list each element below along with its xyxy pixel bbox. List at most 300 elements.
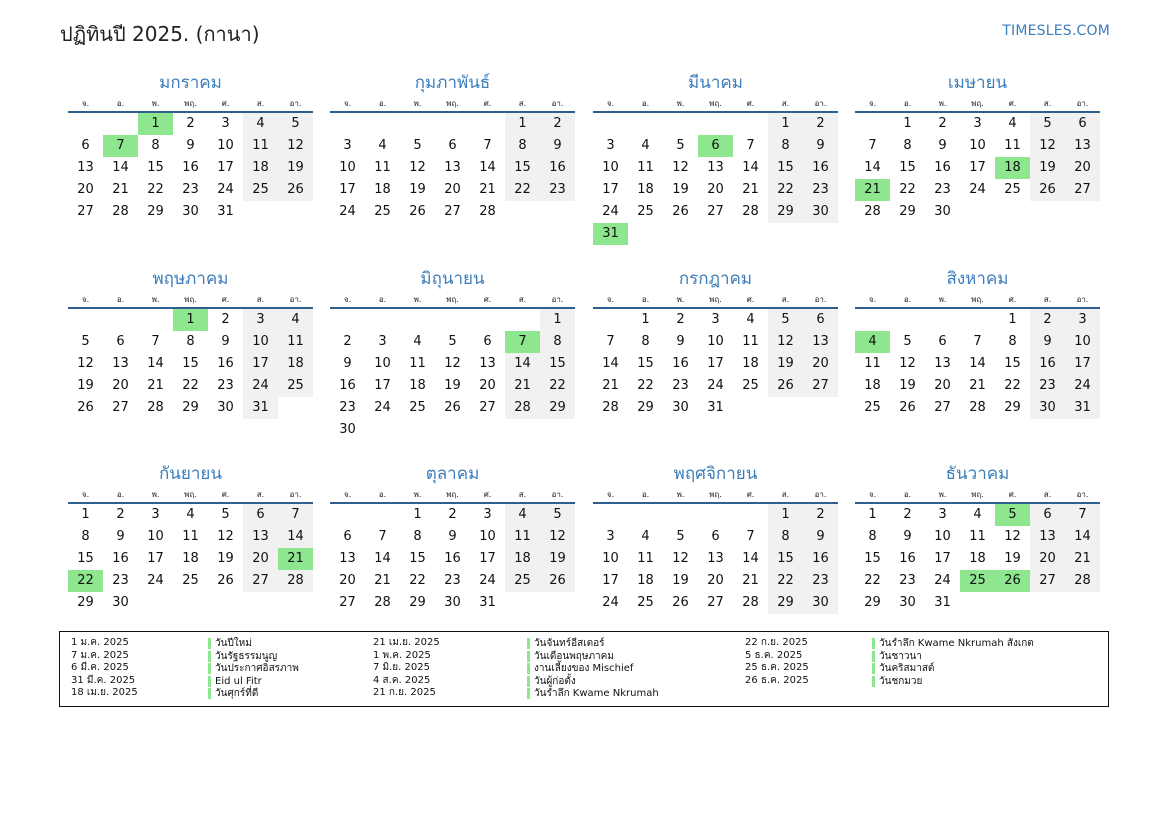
day-cell: 15 — [768, 157, 803, 179]
weekday-label: ศ. — [1008, 99, 1017, 108]
day-cell: 26 — [1030, 179, 1065, 201]
day-cell: 16 — [339, 378, 356, 393]
day-cell: 26 — [672, 204, 689, 219]
day-cell: 11 — [864, 356, 881, 371]
day-cell: 12 — [1004, 529, 1021, 544]
day-cell: 29 — [899, 204, 916, 219]
day-cell: 27 — [112, 400, 129, 415]
empty-cell — [663, 504, 698, 526]
weekday-label: พ. — [676, 99, 685, 108]
weekday-label: พฤ. — [184, 99, 197, 108]
day-cell: 13 — [112, 356, 129, 371]
day-cell: 18 — [182, 551, 199, 566]
day-cell: 19 — [1030, 157, 1065, 179]
day-cell: 27 — [1065, 179, 1100, 201]
holiday-date: 25 ธ.ค. 2025 — [745, 662, 809, 673]
weekday-label: พ. — [413, 490, 422, 499]
weekday-label: พฤ. — [446, 99, 459, 108]
day-cell: 11 — [505, 526, 540, 548]
day-cell: 1 — [81, 507, 90, 522]
empty-cell — [103, 309, 138, 331]
weekday-label: อา. — [1076, 295, 1089, 304]
day-cell: 3 — [378, 334, 387, 349]
day-cell: 23 — [899, 573, 916, 588]
weekday-label: พฤ. — [971, 295, 984, 304]
day-cell: 13 — [77, 160, 94, 175]
day-cell: 12 — [1030, 135, 1065, 157]
day-cell: 14 — [479, 160, 496, 175]
holiday-date: 26 ธ.ค. 2025 — [745, 674, 809, 686]
holiday-date: 21 เม.ย. 2025 — [373, 637, 440, 648]
day-cell: 23 — [339, 400, 356, 415]
day-cell: 11 — [742, 334, 759, 349]
day-grid — [855, 504, 1100, 614]
day-cell: 16 — [217, 356, 234, 371]
empty-cell — [330, 309, 365, 331]
day-cell: 16 — [540, 157, 575, 179]
empty-cell — [435, 309, 470, 331]
day-cell: 27 — [934, 400, 951, 415]
day-cell: 2 — [903, 507, 912, 522]
day-cell: 6 — [343, 529, 352, 544]
day-cell: 16 — [803, 548, 838, 570]
day-cell: 29 — [768, 201, 803, 223]
day-grid — [593, 504, 838, 614]
weekday-label: อ. — [378, 490, 387, 499]
weekday-label: จ. — [81, 99, 90, 108]
day-cell: 13 — [1030, 526, 1065, 548]
weekday-label: ส. — [1043, 99, 1052, 108]
day-cell: 26 — [278, 179, 313, 201]
day-cell: 25 — [243, 179, 278, 201]
weekday-label: อา. — [814, 99, 827, 108]
day-cell: 12 — [768, 331, 803, 353]
day-cell: 24 — [1065, 375, 1100, 397]
day-cell: 20 — [803, 353, 838, 375]
day-cell: 28 — [969, 400, 986, 415]
day-cell: 22 — [182, 378, 199, 393]
day-cell: 7 — [483, 138, 492, 153]
day-cell: 5 — [81, 334, 90, 349]
day-cell: 11 — [409, 356, 426, 371]
holiday-date: 5 ธ.ค. 2025 — [745, 649, 803, 661]
day-cell: 25 — [505, 570, 540, 592]
day-cell: 12 — [217, 529, 234, 544]
day-cell: 13 — [803, 331, 838, 353]
day-cell: 3 — [711, 312, 720, 327]
day-cell: 16 — [1030, 353, 1065, 375]
empty-cell — [593, 504, 628, 526]
day-cell: 23 — [672, 378, 689, 393]
day-cell: 6 — [81, 138, 90, 153]
day-cell: 6 — [938, 334, 947, 349]
weekday-label: จ. — [81, 490, 90, 499]
day-cell: 8 — [151, 138, 160, 153]
day-cell: 4 — [746, 312, 755, 327]
month-calendar — [68, 70, 313, 223]
day-cell: 9 — [116, 529, 125, 544]
month-calendar — [855, 70, 1100, 223]
weekday-label: พฤ. — [709, 490, 722, 499]
day-cell: 10 — [147, 529, 164, 544]
day-cell: 14 — [112, 160, 129, 175]
day-cell: 11 — [182, 529, 199, 544]
day-cell: 24 — [243, 375, 278, 397]
day-cell: 28 — [505, 397, 540, 419]
day-cell: 1 — [868, 507, 877, 522]
day-cell: 7 — [606, 334, 615, 349]
day-cell: 14 — [742, 160, 759, 175]
day-cell: 5 — [768, 309, 803, 331]
day-cell: 17 — [602, 573, 619, 588]
holiday-day-cell: 6 — [698, 135, 733, 157]
day-cell: 14 — [1065, 526, 1100, 548]
day-cell: 9 — [1030, 331, 1065, 353]
weekday-label: ส. — [781, 99, 790, 108]
empty-cell — [68, 309, 103, 331]
day-cell: 17 — [374, 378, 391, 393]
day-cell: 17 — [243, 353, 278, 375]
day-cell: 31 — [934, 595, 951, 610]
empty-cell — [330, 504, 365, 526]
holiday-name: วันชาวนา — [872, 651, 922, 662]
day-cell: 14 — [374, 551, 391, 566]
holiday-date: 6 มี.ค. 2025 — [71, 662, 129, 673]
day-cell: 11 — [637, 160, 654, 175]
day-cell: 1 — [768, 113, 803, 135]
day-cell: 20 — [1065, 157, 1100, 179]
day-cell: 27 — [339, 595, 356, 610]
day-cell: 25 — [864, 400, 881, 415]
holiday-day-cell: 1 — [138, 113, 173, 135]
day-cell: 26 — [672, 595, 689, 610]
day-cell: 28 — [864, 204, 881, 219]
holiday-date: 22 ก.ย. 2025 — [745, 637, 808, 648]
day-cell: 11 — [243, 135, 278, 157]
weekday-label: จ. — [606, 99, 615, 108]
day-cell: 22 — [768, 570, 803, 592]
weekday-label: ศ. — [1008, 490, 1017, 499]
day-cell: 10 — [602, 551, 619, 566]
day-cell: 28 — [147, 400, 164, 415]
day-cell: 10 — [1065, 331, 1100, 353]
day-cell: 23 — [540, 179, 575, 201]
weekday-label: พฤ. — [709, 295, 722, 304]
day-cell: 1 — [505, 113, 540, 135]
day-grid — [855, 309, 1100, 419]
day-cell: 29 — [147, 204, 164, 219]
weekday-label: จ. — [343, 490, 352, 499]
day-cell: 25 — [374, 204, 391, 219]
legend-item — [60, 650, 1108, 663]
day-cell: 29 — [637, 400, 654, 415]
day-cell: 3 — [483, 507, 492, 522]
day-cell: 25 — [1004, 182, 1021, 197]
empty-cell — [628, 504, 663, 526]
day-cell: 18 — [637, 182, 654, 197]
day-cell: 10 — [707, 334, 724, 349]
day-cell: 19 — [77, 378, 94, 393]
day-cell: 21 — [374, 573, 391, 588]
day-cell: 24 — [479, 573, 496, 588]
empty-cell — [628, 113, 663, 135]
day-cell: 20 — [479, 378, 496, 393]
day-cell: 22 — [147, 182, 164, 197]
day-cell: 15 — [182, 356, 199, 371]
day-cell: 2 — [938, 116, 947, 131]
holiday-day-cell: 26 — [995, 570, 1030, 592]
weekday-label: พ. — [938, 295, 947, 304]
weekday-header — [330, 97, 575, 113]
day-cell: 25 — [409, 400, 426, 415]
empty-cell — [733, 504, 768, 526]
day-cell: 27 — [243, 570, 278, 592]
day-cell: 20 — [444, 182, 461, 197]
day-cell: 20 — [707, 573, 724, 588]
weekday-label: อ. — [378, 295, 387, 304]
day-grid — [68, 309, 313, 419]
day-cell: 9 — [938, 138, 947, 153]
month-name: เมษายน — [947, 73, 1008, 93]
month-name: กันยายน — [158, 464, 222, 484]
month-name: กุมภาพันธ์ — [414, 73, 491, 93]
day-cell: 22 — [540, 375, 575, 397]
day-cell: 8 — [413, 529, 422, 544]
day-cell: 19 — [768, 353, 803, 375]
day-cell: 16 — [899, 551, 916, 566]
weekday-header — [68, 97, 313, 113]
empty-cell — [470, 309, 505, 331]
day-cell: 23 — [112, 573, 129, 588]
holiday-legend — [59, 631, 1109, 707]
day-cell: 8 — [868, 529, 877, 544]
weekday-label: อ. — [641, 99, 650, 108]
day-cell: 5 — [448, 334, 457, 349]
day-cell: 17 — [934, 551, 951, 566]
holiday-name: วันคริสมาสต์ — [872, 663, 934, 674]
day-cell: 28 — [742, 595, 759, 610]
weekday-label: ศ. — [483, 490, 492, 499]
weekday-label: ศ. — [221, 295, 230, 304]
day-cell: 21 — [505, 375, 540, 397]
day-cell: 30 — [934, 204, 951, 219]
empty-cell — [400, 113, 435, 135]
day-cell: 6 — [1030, 504, 1065, 526]
holiday-day-cell: 7 — [103, 135, 138, 157]
empty-cell — [960, 309, 995, 331]
weekday-label: อา. — [289, 490, 302, 499]
day-cell: 25 — [637, 204, 654, 219]
day-cell: 17 — [147, 551, 164, 566]
weekday-label: อ. — [378, 99, 387, 108]
month-calendar — [855, 266, 1100, 419]
weekday-label: อา. — [289, 99, 302, 108]
empty-cell — [138, 309, 173, 331]
day-cell: 7 — [973, 334, 982, 349]
day-cell: 31 — [1065, 397, 1100, 419]
day-cell: 24 — [217, 182, 234, 197]
day-cell: 2 — [1030, 309, 1065, 331]
weekday-label: พ. — [938, 99, 947, 108]
day-cell: 31 — [217, 204, 234, 219]
day-cell: 15 — [899, 160, 916, 175]
day-cell: 5 — [221, 507, 230, 522]
day-cell: 27 — [803, 375, 838, 397]
day-cell: 9 — [676, 334, 685, 349]
day-cell: 18 — [742, 356, 759, 371]
weekday-label: ศ. — [746, 99, 755, 108]
weekday-header — [330, 488, 575, 504]
empty-cell — [68, 113, 103, 135]
site-link[interactable]: TIMESLES.COM — [1002, 23, 1110, 39]
day-cell: 21 — [147, 378, 164, 393]
day-cell: 20 — [707, 182, 724, 197]
weekday-label: พ. — [938, 490, 947, 499]
day-cell: 3 — [606, 138, 615, 153]
month-name: พฤศจิกายน — [673, 464, 758, 484]
day-cell: 18 — [243, 157, 278, 179]
weekday-label: พฤ. — [971, 490, 984, 499]
holiday-day-cell: 25 — [960, 570, 995, 592]
day-cell: 18 — [505, 548, 540, 570]
month-name: สิงหาคม — [946, 269, 1009, 289]
month-calendar — [330, 70, 575, 223]
day-cell: 1 — [1008, 312, 1017, 327]
day-cell: 26 — [217, 573, 234, 588]
day-cell: 13 — [444, 160, 461, 175]
day-cell: 24 — [374, 400, 391, 415]
day-cell: 15 — [864, 551, 881, 566]
weekday-label: ส. — [256, 99, 265, 108]
legend-item — [60, 675, 1108, 688]
day-cell: 2 — [676, 312, 685, 327]
day-cell: 20 — [339, 573, 356, 588]
holiday-day-cell: 21 — [855, 179, 890, 201]
day-grid — [593, 113, 838, 245]
day-cell: 5 — [540, 504, 575, 526]
day-cell: 10 — [217, 138, 234, 153]
day-cell: 22 — [505, 179, 540, 201]
day-cell: 28 — [112, 204, 129, 219]
day-cell: 4 — [1008, 116, 1017, 131]
day-cell: 21 — [112, 182, 129, 197]
weekday-label: ส. — [781, 490, 790, 499]
day-cell: 15 — [1004, 356, 1021, 371]
day-cell: 24 — [707, 378, 724, 393]
day-cell: 12 — [77, 356, 94, 371]
day-cell: 24 — [602, 595, 619, 610]
month-name: พฤษภาคม — [152, 269, 229, 289]
day-cell: 1 — [540, 309, 575, 331]
day-cell: 16 — [672, 356, 689, 371]
day-cell: 18 — [409, 378, 426, 393]
day-cell: 6 — [803, 309, 838, 331]
month-calendar — [68, 266, 313, 419]
weekday-label: ศ. — [746, 490, 755, 499]
weekday-label: พฤ. — [971, 99, 984, 108]
day-cell: 18 — [637, 573, 654, 588]
day-cell: 3 — [606, 529, 615, 544]
weekday-label: อา. — [814, 295, 827, 304]
day-cell: 17 — [339, 182, 356, 197]
weekday-label: ส. — [1043, 295, 1052, 304]
weekday-label: อา. — [1076, 99, 1089, 108]
day-cell: 9 — [803, 526, 838, 548]
empty-cell — [435, 113, 470, 135]
holiday-date: 21 ก.ย. 2025 — [373, 687, 436, 698]
day-cell: 8 — [768, 135, 803, 157]
holiday-name: วันปีใหม่ — [208, 638, 252, 649]
day-cell: 18 — [969, 551, 986, 566]
day-grid — [593, 309, 838, 419]
holiday-name: วันรำลึก Kwame Nkrumah — [527, 688, 659, 699]
day-cell: 2 — [803, 113, 838, 135]
day-cell: 20 — [243, 548, 278, 570]
day-cell: 3 — [343, 138, 352, 153]
weekday-header — [855, 293, 1100, 309]
day-cell: 28 — [1065, 570, 1100, 592]
day-cell: 19 — [1004, 551, 1021, 566]
month-name: มิถุนายน — [420, 269, 485, 289]
day-cell: 18 — [864, 378, 881, 393]
weekday-label: ส. — [256, 490, 265, 499]
day-cell: 10 — [243, 331, 278, 353]
weekday-label: อ. — [903, 295, 912, 304]
weekday-label: อ. — [903, 490, 912, 499]
weekday-label: ส. — [256, 295, 265, 304]
empty-cell — [733, 113, 768, 135]
day-cell: 20 — [112, 378, 129, 393]
day-cell: 5 — [676, 529, 685, 544]
day-cell: 1 — [903, 116, 912, 131]
day-grid — [330, 309, 575, 441]
day-cell: 19 — [409, 182, 426, 197]
day-cell: 23 — [217, 378, 234, 393]
holiday-date: 31 มี.ค. 2025 — [71, 674, 136, 686]
day-cell: 4 — [505, 504, 540, 526]
day-cell: 19 — [899, 378, 916, 393]
day-cell: 8 — [505, 135, 540, 157]
day-cell: 26 — [768, 375, 803, 397]
day-cell: 27 — [1030, 570, 1065, 592]
day-cell: 1 — [641, 312, 650, 327]
day-cell: 13 — [243, 526, 278, 548]
holiday-day-cell: 21 — [278, 548, 313, 570]
weekday-header — [593, 488, 838, 504]
legend-column — [60, 637, 1108, 687]
day-cell: 30 — [803, 201, 838, 223]
day-cell: 14 — [278, 526, 313, 548]
day-cell: 5 — [676, 138, 685, 153]
day-cell: 31 — [707, 400, 724, 415]
month-calendar — [855, 461, 1100, 614]
day-cell: 29 — [1004, 400, 1021, 415]
weekday-label: อ. — [116, 490, 125, 499]
day-cell: 29 — [864, 595, 881, 610]
day-cell: 4 — [378, 138, 387, 153]
day-cell: 12 — [444, 356, 461, 371]
holiday-date: 18 เม.ย. 2025 — [71, 687, 138, 698]
day-cell: 2 — [540, 113, 575, 135]
day-cell: 8 — [903, 138, 912, 153]
day-cell: 9 — [540, 135, 575, 157]
month-calendar — [593, 461, 838, 614]
holiday-name: วันจันทร์อีสเตอร์ — [527, 638, 605, 649]
weekday-header — [68, 488, 313, 504]
weekday-label: ศ. — [483, 295, 492, 304]
empty-cell — [103, 113, 138, 135]
day-cell: 1 — [413, 507, 422, 522]
